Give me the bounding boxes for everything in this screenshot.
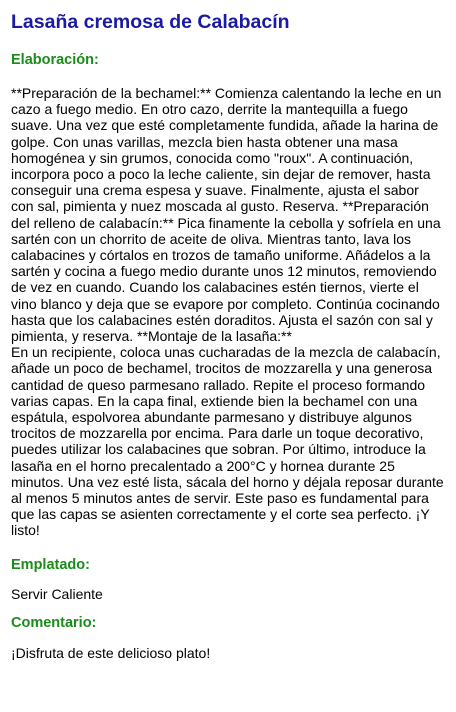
recipe-title: Lasaña cremosa de Calabacín: [11, 11, 290, 33]
comentario-text: ¡Disfruta de este delicioso plato!: [11, 644, 211, 661]
emplatado-heading: Emplatado:: [11, 556, 90, 573]
elaboracion-text: **Preparación de la bechamel:** Comienza calentando la leche en un cazo a fuego medio. En otro cazo, derrite la mantequilla a fuego suave. Una vez que esté completamente fundida, añade la harina de golpe. Con unas varillas, mezcla bien hasta obtener una masa homogénea y sin grumos, conocida como "roux". A continuación, incorpora poco a poco la leche caliente, sin dejar de remover, hasta conseguir una crema espesa y suave. Finalmente, ajusta el sabor con sal, pimienta y nuez moscada al gusto. Reserva. **Preparación del relleno de calabacín:** Pica finamente la cebolla y sofríela en una sartén con un chorrito de aceite de oliva. Mientras tanto, lava los calabacines y córtalos en trozos de tamaño uniforme. Añádelos a la sartén y cocina a fuego medio durante unos 12 minutos, removiendo de vez en cuando. Cuando los calabacines estén tiernos, vierte el vino blanco y deja que se evapore por completo. Continúa cocinando hasta que los calabacines estén doraditos. Ajusta el sazón con sal y pimienta, y reserva. **Montaje de la lasaña:** En un recipiente, coloca unas cucharadas de la mezcla de calabacín, añade un poco de bechamel, trocitos de mozzarella y una generosa cantidad de queso parmesano rallado. Repite el proceso formando varias capas. En la capa final, extiende bien la bechamel con una espátula, espolvorea abundante parmesano y distribuye algunos trocitos de mozzarella por encima. Para darle un toque decorativo, puedes utilizar los calabacines que sobran. Por último, introduce la lasaña en el horno precalentado a 200°C y hornea durante 25 minutos. Una vez esté lista, sácala del horno y déjala reposar durante al menos 5 minutos antes de servir. Este paso es fundamental para que las capas se asienten correctamente y el corte sea perfecto. ¡Y listo!: [11, 85, 444, 539]
comentario-heading: Comentario:: [11, 614, 97, 631]
emplatado-text: Servir Caliente: [11, 585, 103, 602]
elaboracion-heading: Elaboración:: [11, 52, 99, 68]
